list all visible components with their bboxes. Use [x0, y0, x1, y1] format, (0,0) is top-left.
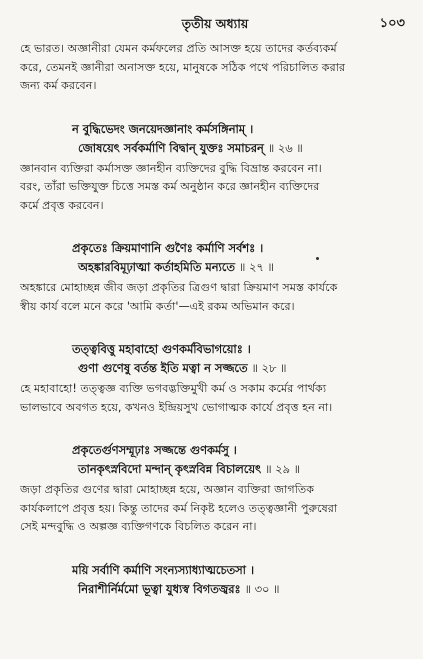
- text-line: জ্ঞানবান ব্যক্তিরা কর্মাসক্ত জ্ঞানহীন ব্যক্তিদের বুদ্ধি বিভ্রান্ত করবেন না।: [20, 161, 322, 175]
- verse-line-1: প্রকৃতের্গুণসম্মূঢ়াঃ সজ্জন্তে গুণকর্মসু ।: [72, 443, 237, 457]
- page-header: [0, 14, 423, 38]
- translation-paragraph: [20, 160, 404, 216]
- verse-text: নিরাশীর্নির্মমো ভূত্বা যুধ্যস্ব বিগতজ্বরঃ: [78, 581, 241, 596]
- sanskrit-verse: [20, 561, 404, 599]
- text-line: হে ভারত। অজ্ঞানীরা যেমন কর্মফলের প্রতি আসক্ত হয়ে তাদের কর্তব্যকর্ম: [20, 42, 337, 55]
- translation-paragraph: [20, 481, 404, 537]
- verse-line-1: তত্ত্ববিত্তু মহাবাহো গুণকর্মবিভাগয়োঃ ।: [72, 342, 251, 356]
- verse-line-2: [20, 580, 404, 599]
- verse-line-2: [20, 460, 404, 479]
- translation-paragraph: [20, 279, 404, 316]
- text-line: বরং, তাঁরা ভক্তিযুক্ত চিত্তে সমস্ত কর্ম অনুষ্ঠান করে জ্ঞানহীন ব্যক্তিদের: [20, 180, 320, 193]
- verse-text: তানকৃৎস্নবিদো মন্দান্ কৃৎস্নবিন্ন বিচালয়েৎ: [78, 462, 262, 476]
- verse-number: ॥ ২৯ ॥: [265, 462, 301, 476]
- text-line: জন্য কর্ম করবেন।: [20, 79, 97, 92]
- page-content: [20, 40, 404, 601]
- text-line: কর্মে প্রবৃত্ত করবেন।: [20, 198, 104, 212]
- verse-text: জোষয়েৎ সর্বকর্মাণি বিদ্বান্ যুক্তঃ সমাচরন্: [78, 140, 264, 155]
- text-line: জড়া প্রকৃতির গুণের দ্বারা মোহাচ্ছন্ন হয়ে, অজ্ঞান ব্যক্তিরা জাগতিক: [20, 483, 315, 496]
- print-speck: [316, 257, 319, 260]
- verse-line-2: [20, 139, 404, 158]
- translation-paragraph: [20, 380, 404, 417]
- sanskrit-verse: [20, 441, 404, 479]
- text-line: অহঙ্কারে মোহাচ্ছন্ন জীব জড়া প্রকৃতির ত্রিগুণ দ্বারা ক্রিয়মাণ সমস্ত কার্যকে: [20, 281, 338, 294]
- text-line: সেই মন্দবুদ্ধি ও অল্পজ্ঞ ব্যক্তিগণকে বিচলিত করেন না।: [20, 520, 257, 533]
- text-line: করে, তেমনই জ্ঞানীরা অনাসক্ত হয়ে, মানুষকে সঠিক পথে পরিচালিত করার: [20, 60, 346, 74]
- verse-text: অহঙ্কারবিমূঢ়াত্মা কর্তাহমিতি মন্যতে: [78, 260, 235, 274]
- verse-line-2: [20, 359, 404, 378]
- sanskrit-verse: [20, 340, 404, 378]
- verse-line-1: ন বুদ্ধিভেদং জনয়েদজ্ঞানাং কর্মসঙ্গিনাম্ ।: [72, 121, 254, 136]
- sanskrit-verse: [20, 120, 404, 158]
- verse-number: ॥ ২৬ ॥: [267, 140, 303, 155]
- verse-number: ॥ ২৭ ॥: [238, 260, 274, 274]
- translation-paragraph: [20, 40, 404, 96]
- verse-line-1: ময়ি সর্বাণি কর্মাণি সংন্যস্যাধ্যাত্মচেতসা ।: [72, 562, 255, 577]
- sanskrit-verse: [20, 239, 404, 277]
- chapter-title: তৃতীয় অধ্যায়: [181, 16, 249, 31]
- verse-text: গুণা গুণেষু বর্তন্ত ইতি মত্বা ন সজ্জতে: [78, 361, 248, 375]
- text-line: কার্যকলাপে প্রবৃত্ত হয়। কিন্তু তাদের কর্ম নিকৃষ্ট হলেও তত্ত্বজ্ঞানী পুরুষেরা: [20, 501, 338, 515]
- verse-line-1: প্রকৃতেঃ ক্রিয়মাণানি গুণৈঃ কর্মাণি সর্বশঃ ।: [72, 241, 264, 255]
- verse-number: ॥ ২৮ ॥: [251, 361, 287, 375]
- text-line: ভালভাবে অবগত হয়ে, কখনও ইন্দ্রিয়সুখ ভোগাত্মক কার্যে প্রবৃত্ত হন না।: [20, 400, 333, 414]
- verse-number: ॥ ৩০ ॥: [244, 581, 280, 596]
- text-line: হে মহাবাহো! তত্ত্বজ্ঞ ব্যক্তি ভগবদ্ভক্তিমুখী কর্ম ও সকাম কর্মের পার্থক্য: [20, 382, 327, 395]
- verse-line-2: [20, 258, 404, 277]
- text-line: স্বীয় কার্য বলে মনে করে 'আমি কর্তা'—এই রকম অভিমান করে।: [20, 299, 295, 313]
- page-number: ১০৩: [379, 16, 405, 31]
